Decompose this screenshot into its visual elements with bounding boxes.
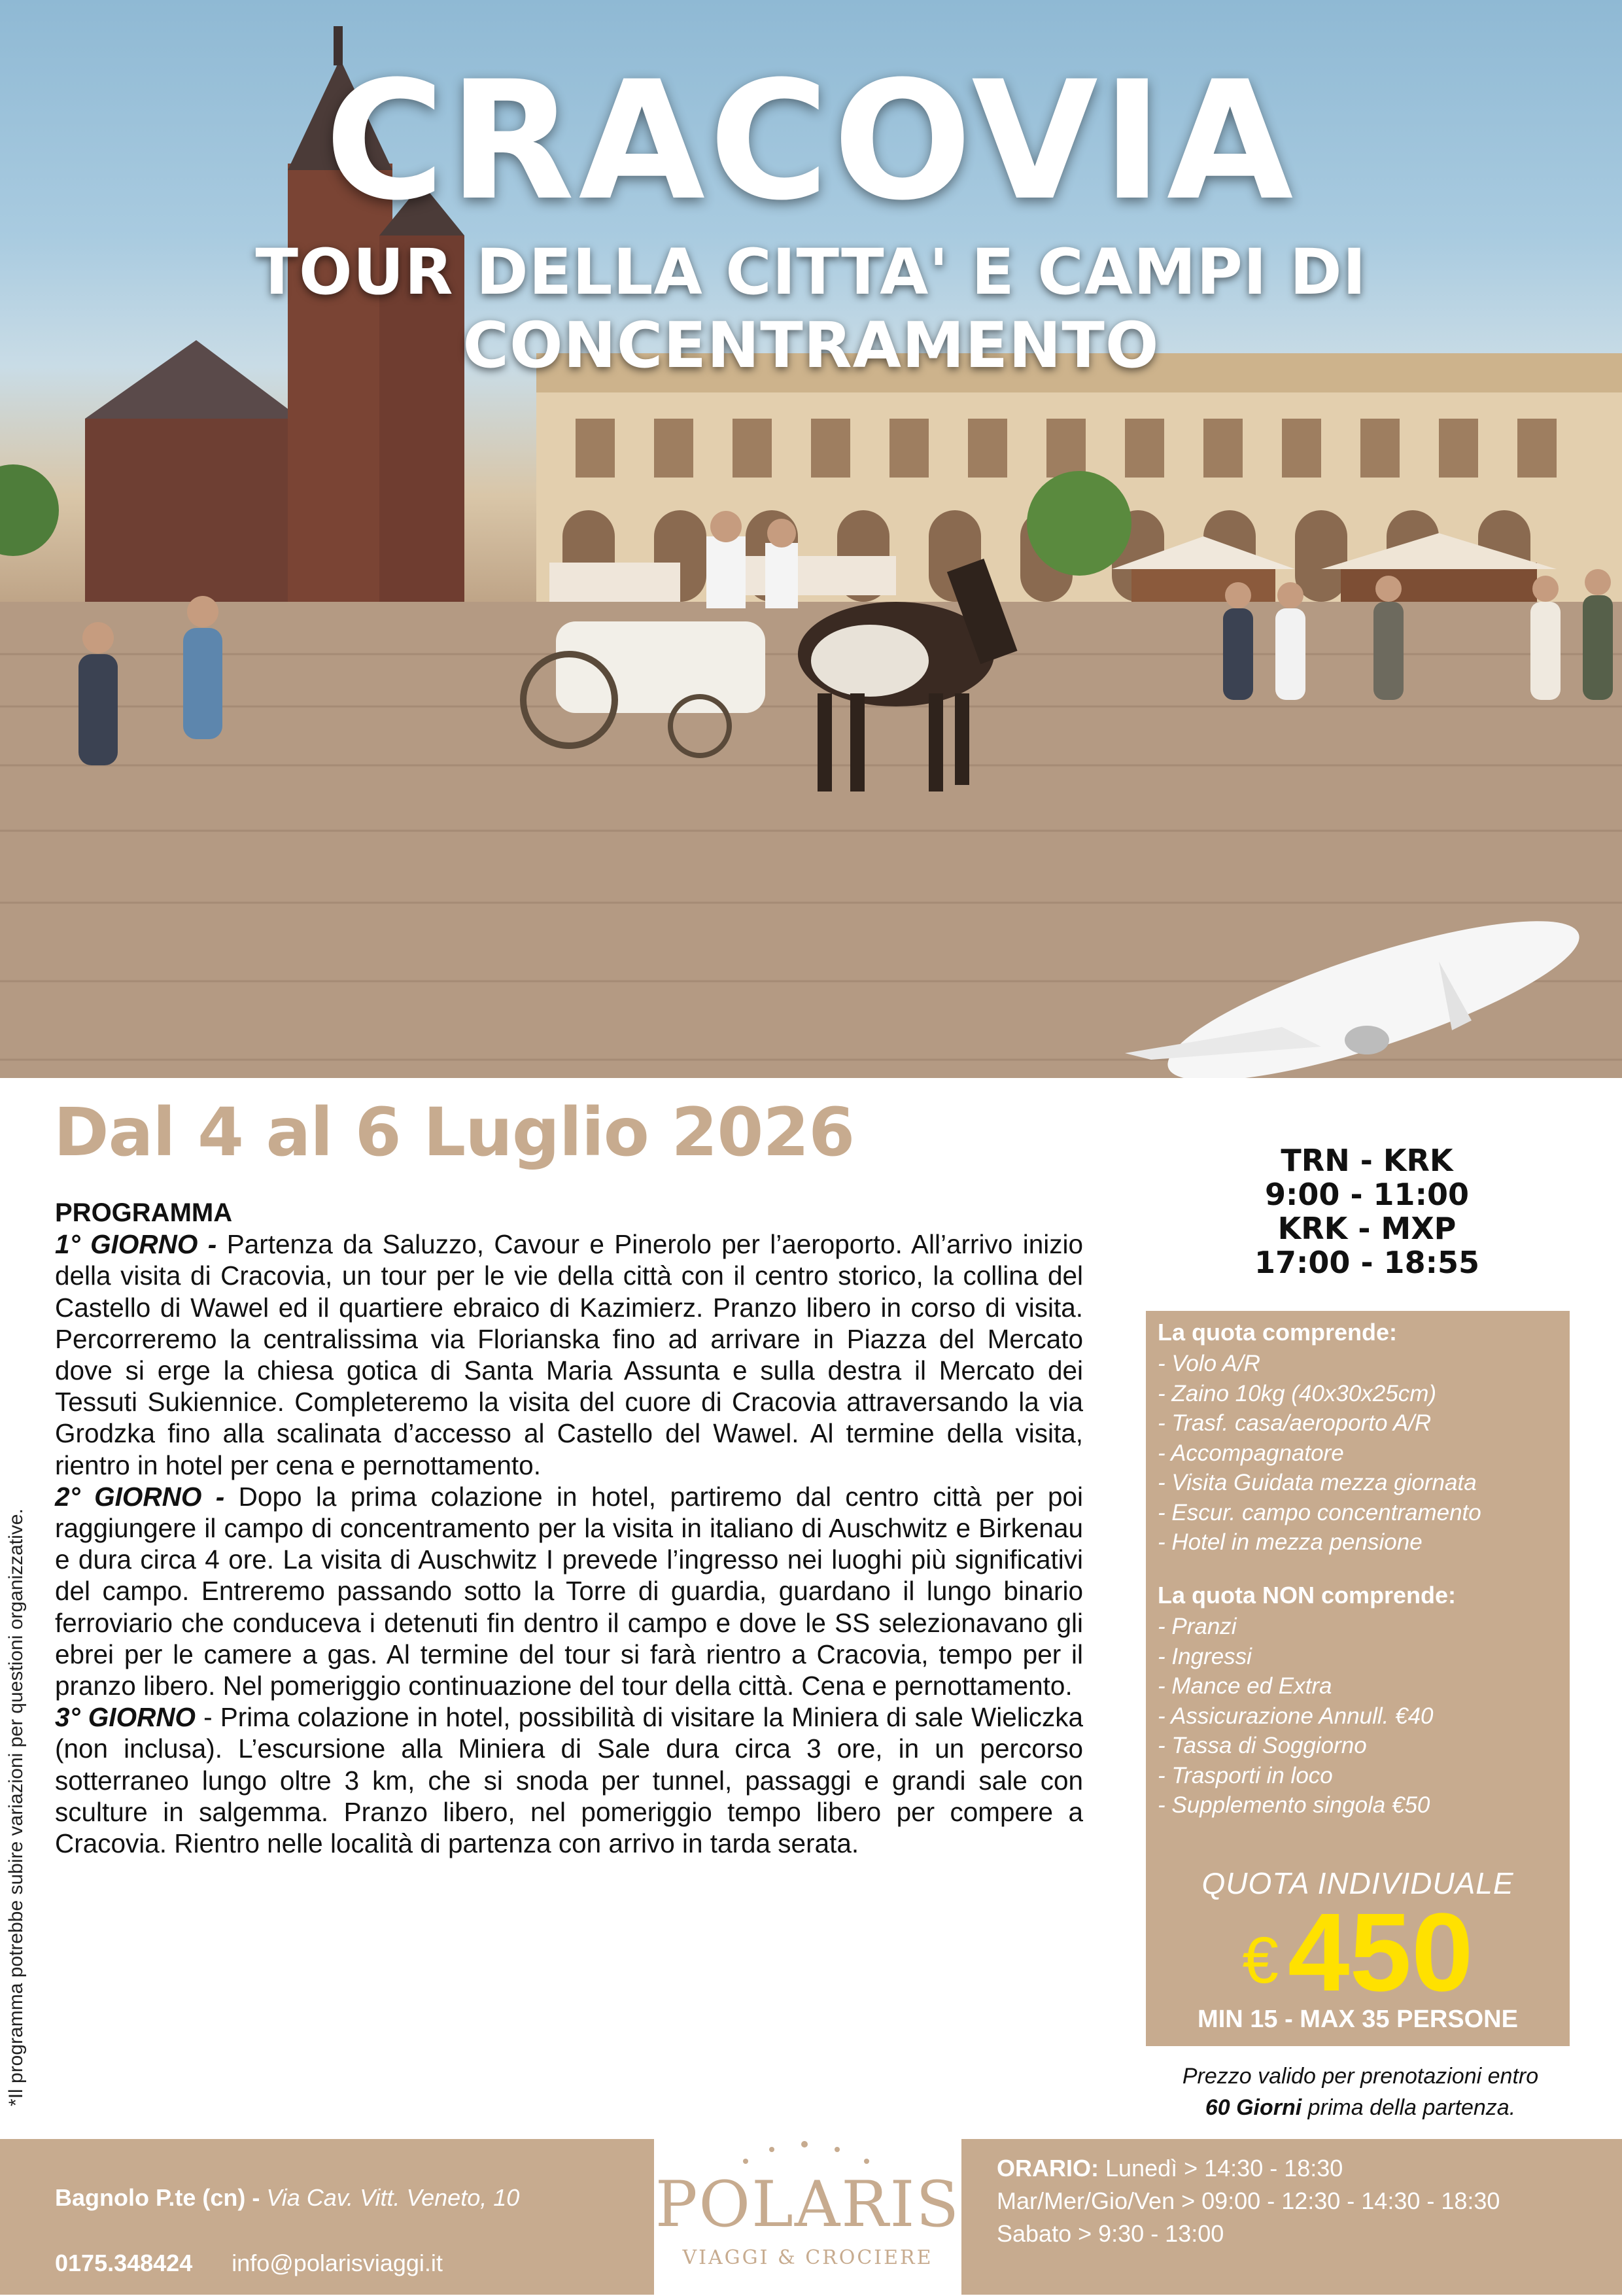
list-item: - Supplemento singola €50 [1158, 1792, 1430, 1818]
opening-hours [997, 2152, 1500, 2250]
validity-line-2 [1112, 2092, 1609, 2123]
list-item: - Tassa di Soggiorno [1158, 1733, 1367, 1758]
day-label: 1° GIORNO - [55, 1229, 217, 1260]
validity-line-1: Prezzo valido per prenotazioni entro [1182, 2064, 1539, 2089]
agency-email[interactable]: info@polarisviaggi.it [232, 2250, 443, 2276]
includes-title: La quota comprende: [1158, 1319, 1398, 1346]
agency-phone-email [55, 2231, 519, 2296]
day-text: Partenza da Saluzzo, Cavour e Pinerolo per l’aeroporto. All’arrivo inizio della visita di Cracovia, un tour per le vie della città con il centro storico, la collina del Castello di Wawel ed il quartiere ebraico di Kazimierz. Pranzo libero in corso di visita. Percorreremo la centralissima via Florianska fino ad arrivare in Piazza del Mercato dove si erge la chiesa gotica di Santa Maria Assunta e sulla destra il Mercato dei Tessuti Sukiennice. Completeremo la visita del cuore di Cracovia attraversando la via Grodzka fino alla scalinata d’accesso al Castello del Wawel. Al termine della visita, rientro in hotel per cena e pernottamento. [55, 1229, 1083, 1480]
trip-dates: Dal 4 al 6 Luglio 2026 [54, 1094, 855, 1172]
return-route: KRK - MXP [1277, 1211, 1457, 1246]
list-item: - Escur. campo concentramento [1158, 1499, 1481, 1525]
agency-contact [55, 2165, 519, 2296]
list-item: - Mance ed Extra [1158, 1673, 1332, 1699]
hours-line-3: Sabato > 9:30 - 13:00 [997, 2220, 1224, 2247]
list-item: - Volo A/R [1158, 1351, 1260, 1376]
day-1 [55, 1228, 1083, 1481]
hero-banner [0, 0, 1622, 1078]
program-section [55, 1197, 1083, 1859]
hours-label: ORARIO: [997, 2155, 1099, 2182]
day-text: Dopo la prima colazione in hotel, partiremo dal centro città per poi raggiungere il campo di concentramento per la visita in italiano di Auschwitz e Birkenau e dura circa 4 ore. La visita di Auschwitz I prevede l’ingresso nei luoghi più significativi del campo. Entreremo passando sotto la Torre di guardia, guardano il lungo binario ferroviario che conduceva i detenuti fin dentro il campo e dove le SS selezionavano gli ebrei per le camere a gas. Al termine del tour si farà rientro a Cracovia, tempo per il pranzo libero. Nel pomeriggio continuazione del tour della città. Cena e pernottamento. [55, 1481, 1084, 1701]
list-item: - Pranzi [1158, 1614, 1237, 1639]
list-item: - Assicurazione Annull. €40 [1158, 1703, 1434, 1729]
list-item: - Visita Guidata mezza giornata [1158, 1470, 1477, 1495]
return-time: 17:00 - 18:55 [1254, 1245, 1479, 1280]
price-label: QUOTA INDIVIDUALE [1201, 1866, 1514, 1900]
list-item: - Hotel in mezza pensione [1158, 1529, 1423, 1555]
list-item: - Accompagnatore [1158, 1440, 1344, 1466]
outbound-time: 9:00 - 11:00 [1265, 1177, 1469, 1212]
day-text: - Prima colazione in hotel, possibilità di visitare la Miniera di sale Wieliczka (non inclusa). L’escursione alla Miniera di Sale dura circa 3 ore, in un percorso sotterraneo lungo oltre 3 km, che si snoda per tunnel, passaggi e grandi sale con sculture in salgemma. Pranzo libero, nel pomeriggio tempo libero per compere a Cracovia. Rientro nelle località di partenza con arrivo in tarda serata. [55, 1702, 1083, 1859]
logo-text: POLARIS [655, 2168, 961, 2241]
price-amount: 450 [1287, 1890, 1474, 2015]
group-size: MIN 15 - MAX 35 PERSONE [1198, 2006, 1518, 2033]
excludes-list [1158, 1612, 1563, 1820]
currency-symbol: € [1242, 1924, 1279, 1997]
hours-line-2: Mar/Mer/Gio/Ven > 09:00 - 12:30 - 14:30 - 18:30 [997, 2187, 1500, 2214]
agency-street: Via Cav. Vitt. Veneto, 10 [260, 2184, 520, 2211]
agency-phone[interactable]: 0175.348424 [55, 2250, 193, 2276]
list-item: - Trasf. casa/aeroporto A/R [1158, 1410, 1432, 1436]
list-item: - Trasporti in loco [1158, 1762, 1333, 1788]
price-value [1146, 1890, 1570, 2015]
flight-schedule [1158, 1143, 1576, 1279]
side-note: *Il programma potrebbe subire variazioni per questioni organizzative. [5, 1508, 27, 2106]
hours-line-1 [997, 2152, 1500, 2185]
page-subtitle: TOUR DELLA CITTA' E CAMPI DI CONCENTRAMENTO [255, 235, 1367, 382]
polaris-logo [654, 2123, 961, 2295]
agency-address [55, 2165, 519, 2231]
outbound-route: TRN - KRK [1281, 1143, 1453, 1178]
day-label: 2° GIORNO - [55, 1481, 225, 1512]
excludes-title: La quota NON comprende: [1158, 1582, 1457, 1609]
list-item: - Ingressi [1158, 1643, 1252, 1669]
day-2 [55, 1481, 1083, 1701]
agency-city: Bagnolo P.te (cn) - [55, 2184, 260, 2211]
program-title: PROGRAMMA [55, 1198, 233, 1227]
validity-rest: prima della partenza. [1302, 2095, 1516, 2120]
logo-tagline: VIAGGI & CROCIERE [682, 2246, 933, 2269]
validity-days: 60 Giorni [1205, 2095, 1302, 2120]
price-validity [1112, 2061, 1609, 2123]
hours-monday: Lunedì > 14:30 - 18:30 [1099, 2155, 1343, 2182]
includes-list [1158, 1349, 1563, 1557]
list-item: - Zaino 10kg (40x30x25cm) [1158, 1380, 1437, 1406]
day-label: 3° GIORNO [55, 1702, 196, 1733]
day-3 [55, 1701, 1083, 1859]
page-title: CRACOVIA [324, 46, 1298, 236]
